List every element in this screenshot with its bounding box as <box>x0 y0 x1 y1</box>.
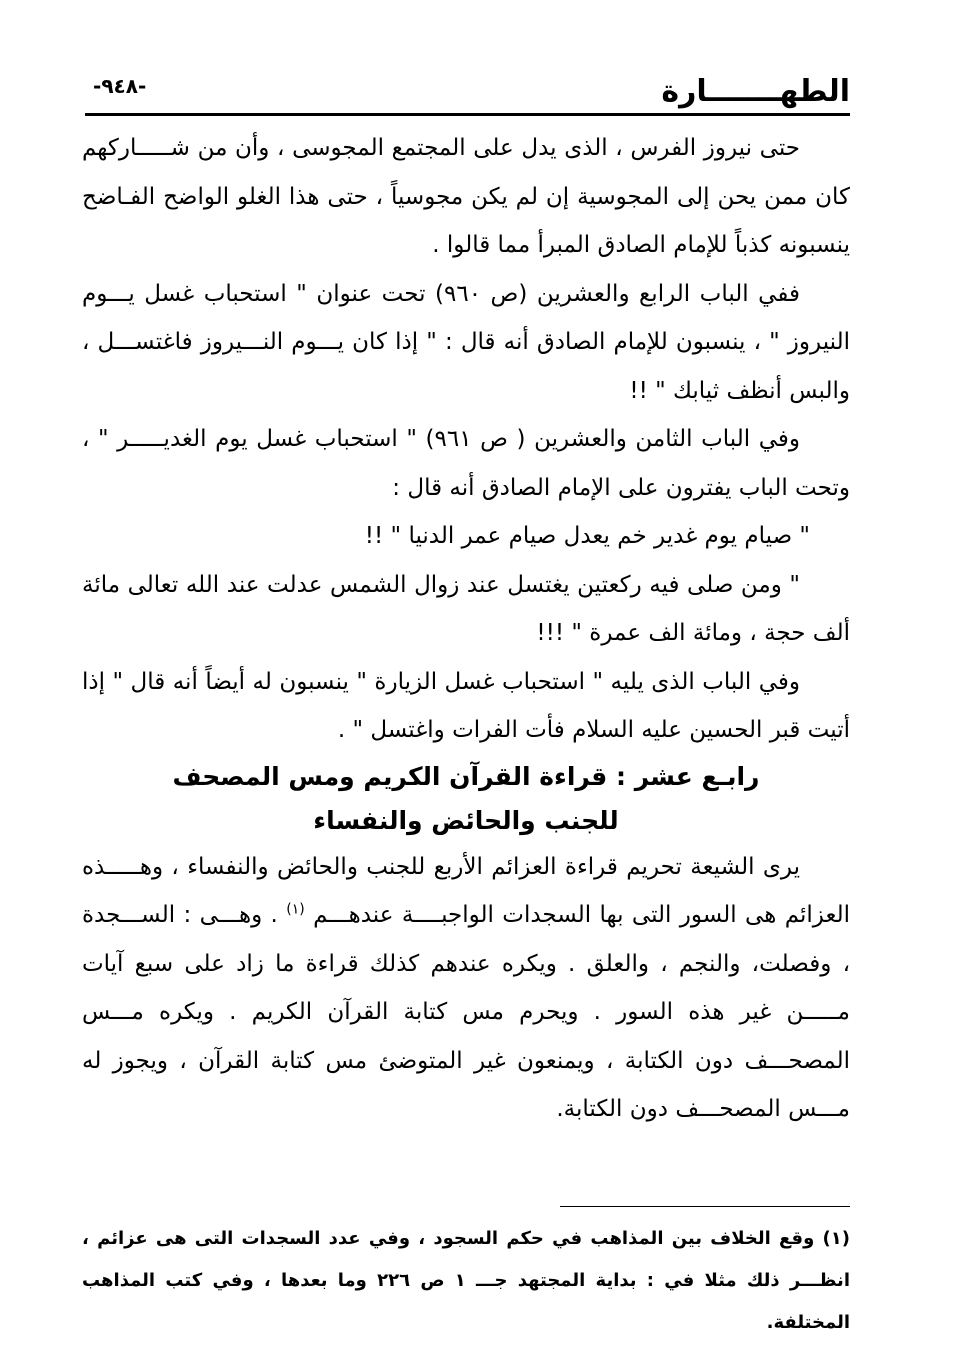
footnote-separator <box>560 1206 850 1207</box>
paragraph-1: حتى نيروز الفرس ، الذى يدل على المجتمع المجوسى ، وأن من شـــــاركهم كان ممن يحن إلى المجوسية إن لم يكن مجوسياً ، حتى هذا الغلو الواضح الفـاضح ينسبونه كذباً للإمام الصادق المبرأ مما قالوا . <box>82 135 850 258</box>
header-rule <box>85 113 850 116</box>
paragraph-5 <box>82 843 850 1134</box>
paragraph-5-part-1: يرى الشيعة تحريم قراءة العزائم الأربع للجنب والحائض والنفساء ، وهـــــذه العزائم هى السور التى بها السجدات الواجبــــة عندهـــم <box>82 853 850 928</box>
paragraph-5-part-2: . وهـــى : الســـجدة ، وفصلت، والنجم ، والعلق . ويكره عندهم كذلك قراءة ما زاد على سبع آيات مـــــن غير هذه السور . ويحرم مس كتابة القرآن الكريم . ويكره مـــس المصحـــف دون الكتابة ، ويمنعون غير المتوضئ مس كتابة القرآن ، ويجوز له مـــس المصحـــف دون الكتابة. <box>82 902 850 1122</box>
footnote-reference: (١) <box>286 901 305 918</box>
paragraph-2: ففي الباب الرابع والعشرين (ص ٩٦٠) تحت عنوان " استحباب غسل يـــوم النيروز " ، ينسبون للإمام الصادق أنه قال : " إذا كان يـــوم النـــيروز فاغتســـل ، والبس أنظف ثيابك " !! <box>82 280 850 404</box>
page-number: -٩٤٨- <box>93 74 147 98</box>
quote-1: " صيام يوم غدير خم يعدل صيام عمر الدنيا " !! <box>364 523 810 549</box>
quote-2: " ومن صلى فيه ركعتين يغتسل عند زوال الشمس عدلت عند الله تعالى مائة ألف حجة ، ومائة الف عمرة " !!! <box>82 571 850 646</box>
paragraph-3: وفي الباب الثامن والعشرين ( ص ٩٦١) " استحباب غسل يوم الغديـــــر " ، وتحت الباب يفترون على الإمام الصادق أنه قال : <box>82 426 850 501</box>
footnote-text: (١) وقع الخلاف بين المذاهب في حكم السجود ، وفي عدد السجدات التى هى عزائم ، انظـــر ذلك مثلا في : بداية المجتهد جـــ ١ ص ٢٢٦ وما بعدها ، وفي كتب المذاهب المختلفة. <box>82 1228 850 1333</box>
footnote <box>82 1218 850 1344</box>
section-subtitle: للجنب والحائض والنفساء <box>313 805 619 835</box>
running-head: الطهـــــــارة <box>661 74 850 109</box>
section-title: رابـع عشر : قراءة القرآن الكريم ومس المصحف <box>172 761 760 791</box>
paragraph-4: وفي الباب الذى يليه " استحباب غسل الزيارة " ينسبون له أيضاً أنه قال " إذا أتيت قبر الحسين عليه السلام فأت الفرات واغتسل " . <box>82 668 850 743</box>
page-header <box>85 70 850 116</box>
main-text <box>82 124 850 1134</box>
